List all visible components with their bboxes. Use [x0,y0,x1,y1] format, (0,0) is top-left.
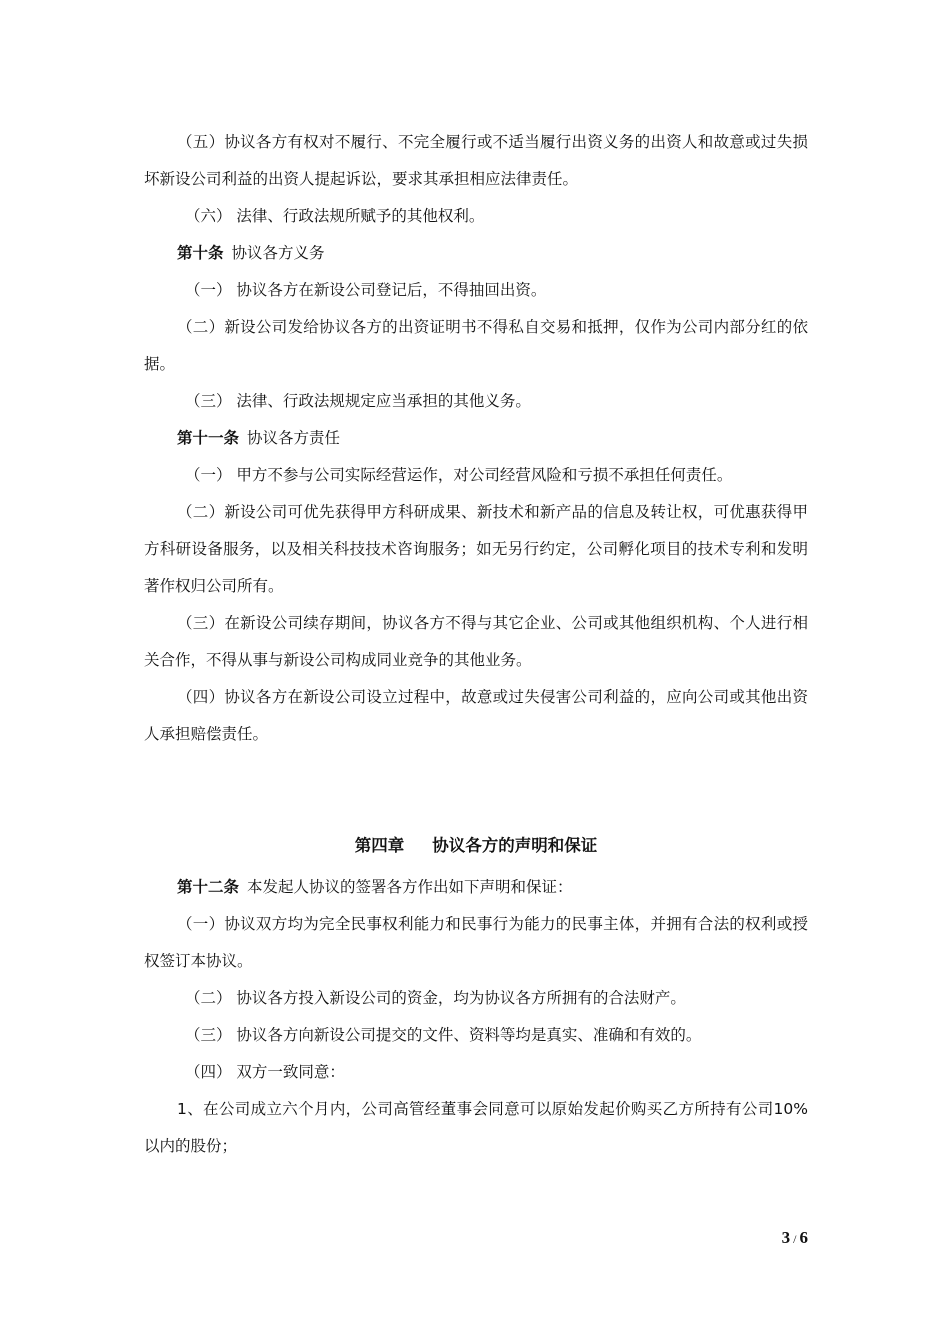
liability-item-3: （三）在新设公司续存期间，协议各方不得与其它企业、公司或其他组织机构、个人进行相关合作，不得从事与新设公司构成同业竞争的其他业务。 [144,614,808,669]
page-separator: / [793,1232,797,1246]
document-body [144,124,808,1165]
obligation-item-2: （二）新设公司发给协议各方的出资证明书不得私自交易和抵押，仅作为公司内部分红的依据。 [144,318,808,373]
liability-item-4: （四）协议各方在新设公司设立过程中，故意或过失侵害公司利益的，应向公司或其他出资人承担赔偿责任。 [144,688,808,743]
article-11-heading [144,420,808,457]
warranty-item-3: （三） 协议各方向新设公司提交的文件、资料等均是真实、准确和有效的。 [185,1026,702,1044]
total-pages: 6 [799,1228,808,1247]
warranty-subitem-1: 1、在公司成立六个月内，公司高管经董事会同意可以原始发起价购买乙方所持有公司10%以内的股份； [144,1100,808,1155]
current-page: 3 [781,1228,791,1247]
warranty-item-4: （四） 双方一致同意： [185,1063,345,1081]
chapter-number: 第四章 [354,836,405,855]
article-11-title: 第十一条 [177,429,240,447]
article-12-subject: 本发起人协议的签署各方作出如下声明和保证： [247,878,573,896]
obligation-item-1: （一） 协议各方在新设公司登记后，不得抽回出资。 [185,281,547,299]
article-12-heading [144,869,808,906]
chapter-title: 协议各方的声明和保证 [432,836,598,855]
warranty-item-2: （二） 协议各方投入新设公司的资金，均为协议各方所拥有的合法财产。 [185,989,686,1007]
warranty-item-1: （一）协议双方均为完全民事权利能力和民事行为能力的民事主体，并拥有合法的权利或授权签订本协议。 [144,915,808,970]
chapter-heading [144,827,808,864]
paragraph-right-5: （五）协议各方有权对不履行、不完全履行或不适当履行出资义务的出资人和故意或过失损坏新设公司利益的出资人提起诉讼，要求其承担相应法律责任。 [144,133,808,188]
article-10-subject: 协议各方义务 [231,244,325,262]
article-12-title: 第十二条 [177,878,240,896]
article-10-heading [144,235,808,272]
page-number [760,1228,808,1248]
obligation-item-3: （三） 法律、行政法规规定应当承担的其他义务。 [185,392,531,410]
paragraph-right-6: （六） 法律、行政法规所赋予的其他权利。 [185,207,485,225]
liability-item-2: （二）新设公司可优先获得甲方科研成果、新技术和新产品的信息及转让权，可优惠获得甲方科研设备服务，以及相关科技技术咨询服务；如无另行约定，公司孵化项目的技术专利和发明著作权归公司所有。 [144,503,808,595]
liability-item-1: （一） 甲方不参与公司实际经营运作，对公司经营风险和亏损不承担任何责任。 [185,466,733,484]
article-11-subject: 协议各方责任 [247,429,341,447]
article-10-title: 第十条 [177,244,224,262]
